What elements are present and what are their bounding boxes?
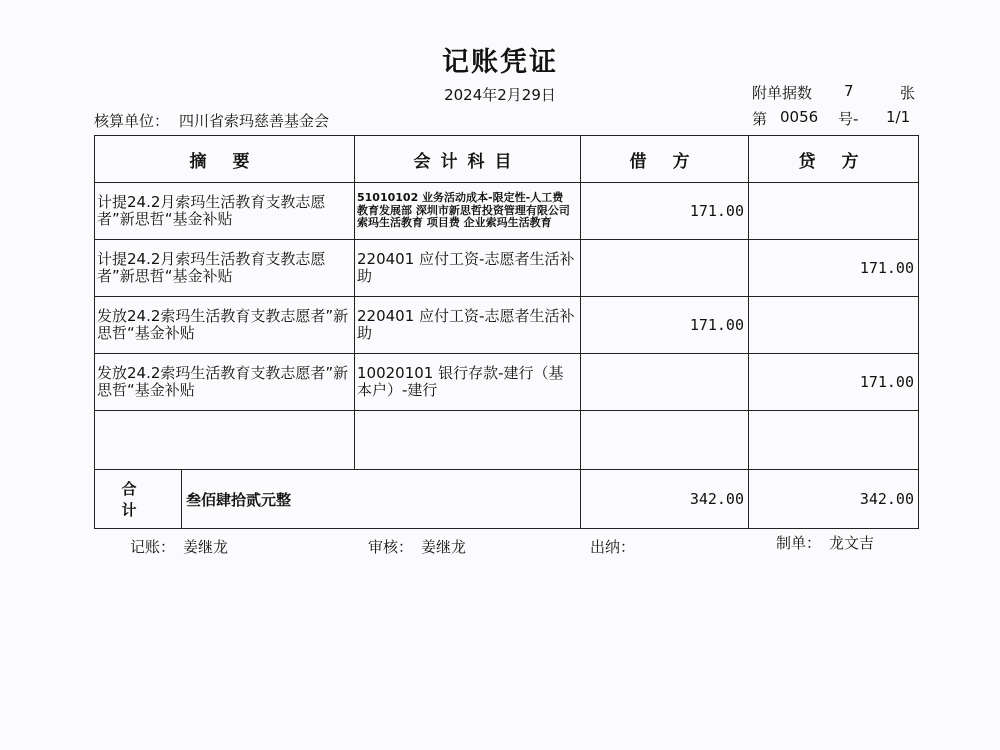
reviewer-name: 姜继龙 [421,538,467,556]
reviewer-sign [368,536,466,557]
entry-debit [581,240,749,297]
preparer-name: 龙文吉 [829,534,875,552]
voucher-table [94,135,919,529]
empty-row [95,411,919,470]
entry-subject: 51010102 业务活动成本-限定性-人工费 教育发展部 深圳市新思哲投资管理有限公司 索玛生活教育 项目费 企业索玛生活教育 [355,183,581,240]
entry-debit-value: 171.00 [689,202,744,220]
totals-row [95,470,919,529]
table-row [95,297,919,354]
entry-credit-value: 171.00 [859,373,914,391]
voucher-title: 记账凭证 [442,47,558,78]
totals-label: 合 计 [95,470,182,528]
entry-summary: 计提24.2月索玛生活教育支教志愿者”新思哲“基金补贴 [95,183,355,240]
cashier-sign [590,536,643,557]
entry-subject: 10020101 银行存款-建行（基本户）-建行 [355,354,581,411]
empty-cell [749,411,919,470]
empty-cell [581,411,749,470]
voucher-date: 2024年2月29日 [444,86,556,104]
accounting-unit [94,110,329,131]
entry-credit [749,240,919,297]
table-row [95,354,919,411]
col-credit: 贷 方 [749,136,919,183]
totals-credit: 342.00 [749,470,919,529]
entry-summary: 发放24.2索玛生活教育支教志愿者”新思哲“基金补贴 [95,297,355,354]
accounting-unit-name: 四川省索玛慈善基金会 [179,112,330,130]
entry-summary: 发放24.2索玛生活教育支教志愿者”新思哲“基金补贴 [95,354,355,411]
voucher-page: 1/1 [886,108,911,126]
entry-subject: 220401 应付工资-志愿者生活补助 [355,240,581,297]
entry-subject: 220401 应付工资-志愿者生活补助 [355,297,581,354]
accounting-unit-label: 核算单位： [94,112,170,130]
voucher-number: 0056 [780,108,819,126]
attachments-unit: 张 [900,84,916,102]
entry-debit [581,354,749,411]
entry-debit [581,183,749,240]
cashier-label: 出纳： [590,538,636,556]
col-subject: 会计科目 [355,136,581,183]
entry-debit-value: 171.00 [689,316,744,334]
preparer-label: 制单： [776,534,822,552]
attachments-label: 附单据数 [752,84,813,102]
header-row [95,136,919,183]
voucher-suffix: 号- [838,110,859,128]
entry-summary: 计提24.2月索玛生活教育支教志愿者”新思哲“基金补贴 [95,240,355,297]
col-debit: 借 方 [581,136,749,183]
bookkeeper-sign [130,536,228,557]
bookkeeper-name: 姜继龙 [183,538,229,556]
empty-cell [355,411,581,470]
entry-credit-value: 171.00 [859,259,914,277]
bookkeeper-label: 记账： [130,538,176,556]
attachments-count: 7 [844,82,854,100]
table-row [95,183,919,240]
preparer-sign [776,532,874,553]
reviewer-label: 审核： [368,538,414,556]
totals-amount-words: 叁佰肆拾贰元整 [186,490,292,509]
totals-label-cell [95,470,581,529]
col-summary: 摘 要 [95,136,355,183]
totals-debit: 342.00 [581,470,749,529]
empty-cell [95,411,355,470]
table-row [95,240,919,297]
entry-credit [749,297,919,354]
entry-credit [749,354,919,411]
voucher-prefix: 第 [752,110,768,128]
entry-debit [581,297,749,354]
entry-credit [749,183,919,240]
